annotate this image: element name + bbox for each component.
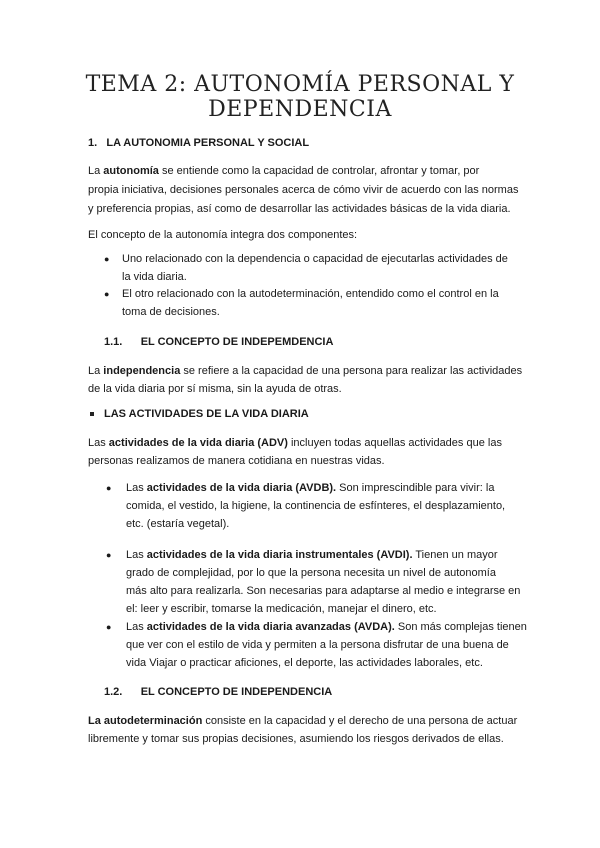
subsection-heading: 1.1. EL CONCEPTO DE INDEPEMDENCIA xyxy=(104,336,334,348)
list-item-line: etc. (estaría vegetal). xyxy=(126,518,230,530)
paragraph: La independencia se refiere a la capacidad de una persona para realizar las actividades xyxy=(88,365,523,377)
list-item-line: grado de complejidad, por lo que la persona necesita un nivel de autonomía xyxy=(126,567,496,579)
list-item-line: toma de decisiones. xyxy=(122,306,220,318)
paragraph-line: propia iniciativa, decisiones personales acerca de cómo vivir de acuerdo con las normas xyxy=(88,184,519,196)
bullet-dot: ● xyxy=(106,622,112,632)
paragraph: La autodeterminación consiste en la capacidad y el derecho de una persona de actuar xyxy=(88,715,518,727)
paragraph-line: personas realizamos de manera cotidiana en nuestras vidas. xyxy=(88,455,385,467)
title-line-1: TEMA 2: AUTONOMÍA PERSONAL Y xyxy=(85,72,515,97)
list-item: Las actividades de la vida diaria avanzadas (AVDA). Son más complejas tienen xyxy=(126,621,527,633)
list-item-line: que ver con el estilo de vida y permiten a la persona disfrutar de una buena de xyxy=(126,639,509,651)
bullet-dot: ● xyxy=(104,254,110,264)
list-item-line: más alto para realizarla. Son necesarias para adaptarse al medio e integrarse en xyxy=(126,585,521,597)
list-item: Uno relacionado con la dependencia o capacidad de ejecutarlas actividades de xyxy=(122,253,508,265)
list-item: Las actividades de la vida diaria instrumentales (AVDI). Tienen un mayor xyxy=(126,549,498,561)
list-item-line: vida Viajar o practicar aficiones, el deporte, las actividades laborales, etc. xyxy=(126,657,483,669)
page-title xyxy=(0,72,600,122)
list-item-line: la vida diaria. xyxy=(122,271,187,283)
list-item: Las actividades de la vida diaria (AVDB). Son imprescindible para vivir: la xyxy=(126,482,495,494)
paragraph-line: de la vida diaria por sí misma, sin la ayuda de otras. xyxy=(88,383,342,395)
subsection-heading: 1.2. EL CONCEPTO DE INDEPENDENCIA xyxy=(104,686,333,698)
title-line-2: DEPENDENCIA xyxy=(208,97,392,122)
square-bullet-icon xyxy=(90,412,94,416)
section-heading: 1. LA AUTONOMIA PERSONAL Y SOCIAL xyxy=(88,137,310,149)
paragraph: Las actividades de la vida diaria (ADV) incluyen todas aquellas actividades que las xyxy=(88,437,502,449)
list-item-line: comida, el vestido, la higiene, la continencia de esfínteres, el desplazamiento, xyxy=(126,500,506,512)
bullet-dot: ● xyxy=(106,550,112,560)
subheading: LAS ACTIVIDADES DE LA VIDA DIARIA xyxy=(104,408,309,420)
list-item: El otro relacionado con la autodeterminación, entendido como el control en la xyxy=(122,288,499,300)
paragraph: El concepto de la autonomía integra dos componentes: xyxy=(88,229,358,241)
paragraph-line: y preferencia propias, así como de desarrollar las actividades básicas de la vida diaria. xyxy=(88,203,511,215)
bullet-dot: ● xyxy=(104,289,110,299)
bullet-dot: ● xyxy=(106,483,112,493)
paragraph: La autonomía se entiende como la capacidad de controlar, afrontar y tomar, por xyxy=(88,165,480,177)
list-item-line: el: leer y escribir, tomarse la medicación, manejar el dinero, etc. xyxy=(126,603,437,615)
paragraph-line: libremente y tomar sus propias decisiones, asumiendo los riesgos derivados de ellas. xyxy=(88,733,504,745)
